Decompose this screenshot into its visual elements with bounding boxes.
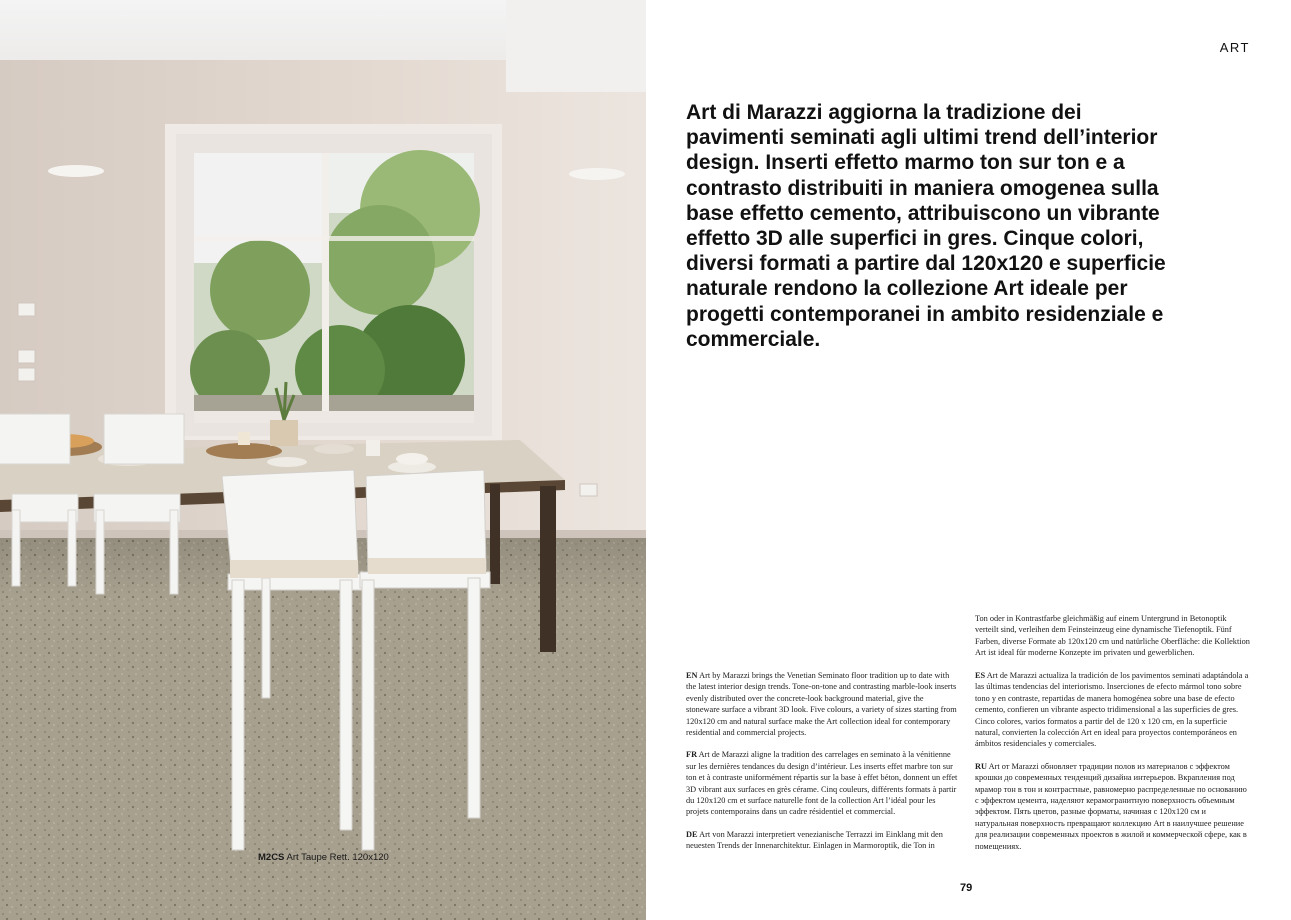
caption-text: Art Taupe Rett. 120x120 (284, 852, 389, 863)
ru-paragraph (975, 761, 1251, 852)
en-paragraph (686, 670, 958, 738)
caption-code: M2CS (258, 852, 285, 863)
de-text: Art von Marazzi interpretiert venezianische Terrazzi im Einklang mit den neuesten Trends der Innenarchitektur. Einlagen in Marmoroptik, die Ton in (686, 829, 943, 851)
photo-caption (258, 852, 389, 863)
en-text: Art by Marazzi brings the Venetian Seminato floor tradition up to date with the latest interior design trends. Tone-on-tone and contrasting marble-look inserts evenly distributed over the concrete-look background material, give the stoneware surface a vibrant 3D look. Five colours, a variety of sizes starting from 120x120 cm and natural surface make the Art collection ideal for contemporary residential and commercial projects. (686, 671, 957, 738)
fr-text: Art de Marazzi aligne la tradition des carrelages en seminato à la vénitienne sur les dernières tendances du design d’intérieur. Les inserts effet marbre ton sur ton et à contraste uniformément répartis sur la base à effet béton, donnent un effet 3D vibrant aux surfaces en grès cérame. Cinq couleurs, différents formats à partir du 120x120 cm et surface naturelle font de la collection Art l’idéal pour les projets contemporains dans un cadre résidentiel et commercial. (686, 750, 958, 817)
es-text: Art de Marazzi actualiza la tradición de los pavimentos seminati adaptándola a las últimas tendencias del interiorismo. Inserciones de efecto mármol tono sobre tono y en contraste, repartidas de manera homogénea sobre una base de efecto cemento, confieren un vibrante aspecto tridimensional a las superficies de gres. Cinco colores, varios formatos a partir del de 120 x 120 cm, en la superficie natural, convierten la colección Art en ideal para proyectos contemporáneos en ámbitos residenciales y comerciales. (975, 671, 1249, 749)
es-code: ES (975, 671, 986, 680)
en-code: EN (686, 671, 698, 680)
de-code: DE (686, 829, 698, 839)
ru-code: RU (975, 761, 987, 771)
page-number: 79 (960, 882, 973, 894)
de-continued-paragraph: Ton oder in Kontrastfarbe gleichmäßig auf einem Untergrund in Betonoptik verteilt sind, verleihen dem Feinsteinzeug eine dynamische Tiefenoptik. Fünf Farben, diverse Formate ab 120x120 cm und natürliche Oberfläche: die Kollektion Art ist ideal für moderne Konzepte im privaten und gewerblichen. (975, 614, 1250, 658)
de-continued-text (975, 613, 1251, 670)
headline: Art di Marazzi aggiorna la tradizione dei pavimenti seminati agli ultimi trend dell’interior design. Inserti effetto marmo ton sur ton e a contrasto distribuiti in maniera omogenea sulla base effetto cemento, attribuiscono un vibrante effetto 3D alle superfici in gres. Cinque colori, diversi formati a partire dal 120x120 e superficie naturale rendono la collezione Art ideale per progetti contemporanei in ambito residenziale e commerciale. (686, 101, 1166, 351)
translations-column-left (686, 670, 958, 863)
section-label: ART (1219, 40, 1250, 55)
fr-paragraph (686, 749, 958, 817)
ru-text: Art от Marazzi обновляет традиции полов из материалов с эффектом крошки до современных тенденций дизайна интерьеров. Вкрапления под мрамор тон в тон и контрастные, равномерно распределенные по основанию с эффектом цемента, наделяют керамогранитную поверхность объемным эффектом. Пять цветов, разные форматы, начиная с 120x120 см и натуральная поверхность превращают коллекцию Art в наилучшее решение для реализации современных проектов в жилой и коммерческой сфере, как в помещениях. (975, 761, 1247, 851)
es-paragraph (975, 670, 1251, 750)
fr-code: FR (686, 750, 698, 760)
translations-column-right (975, 670, 1251, 863)
de-paragraph (686, 829, 958, 852)
